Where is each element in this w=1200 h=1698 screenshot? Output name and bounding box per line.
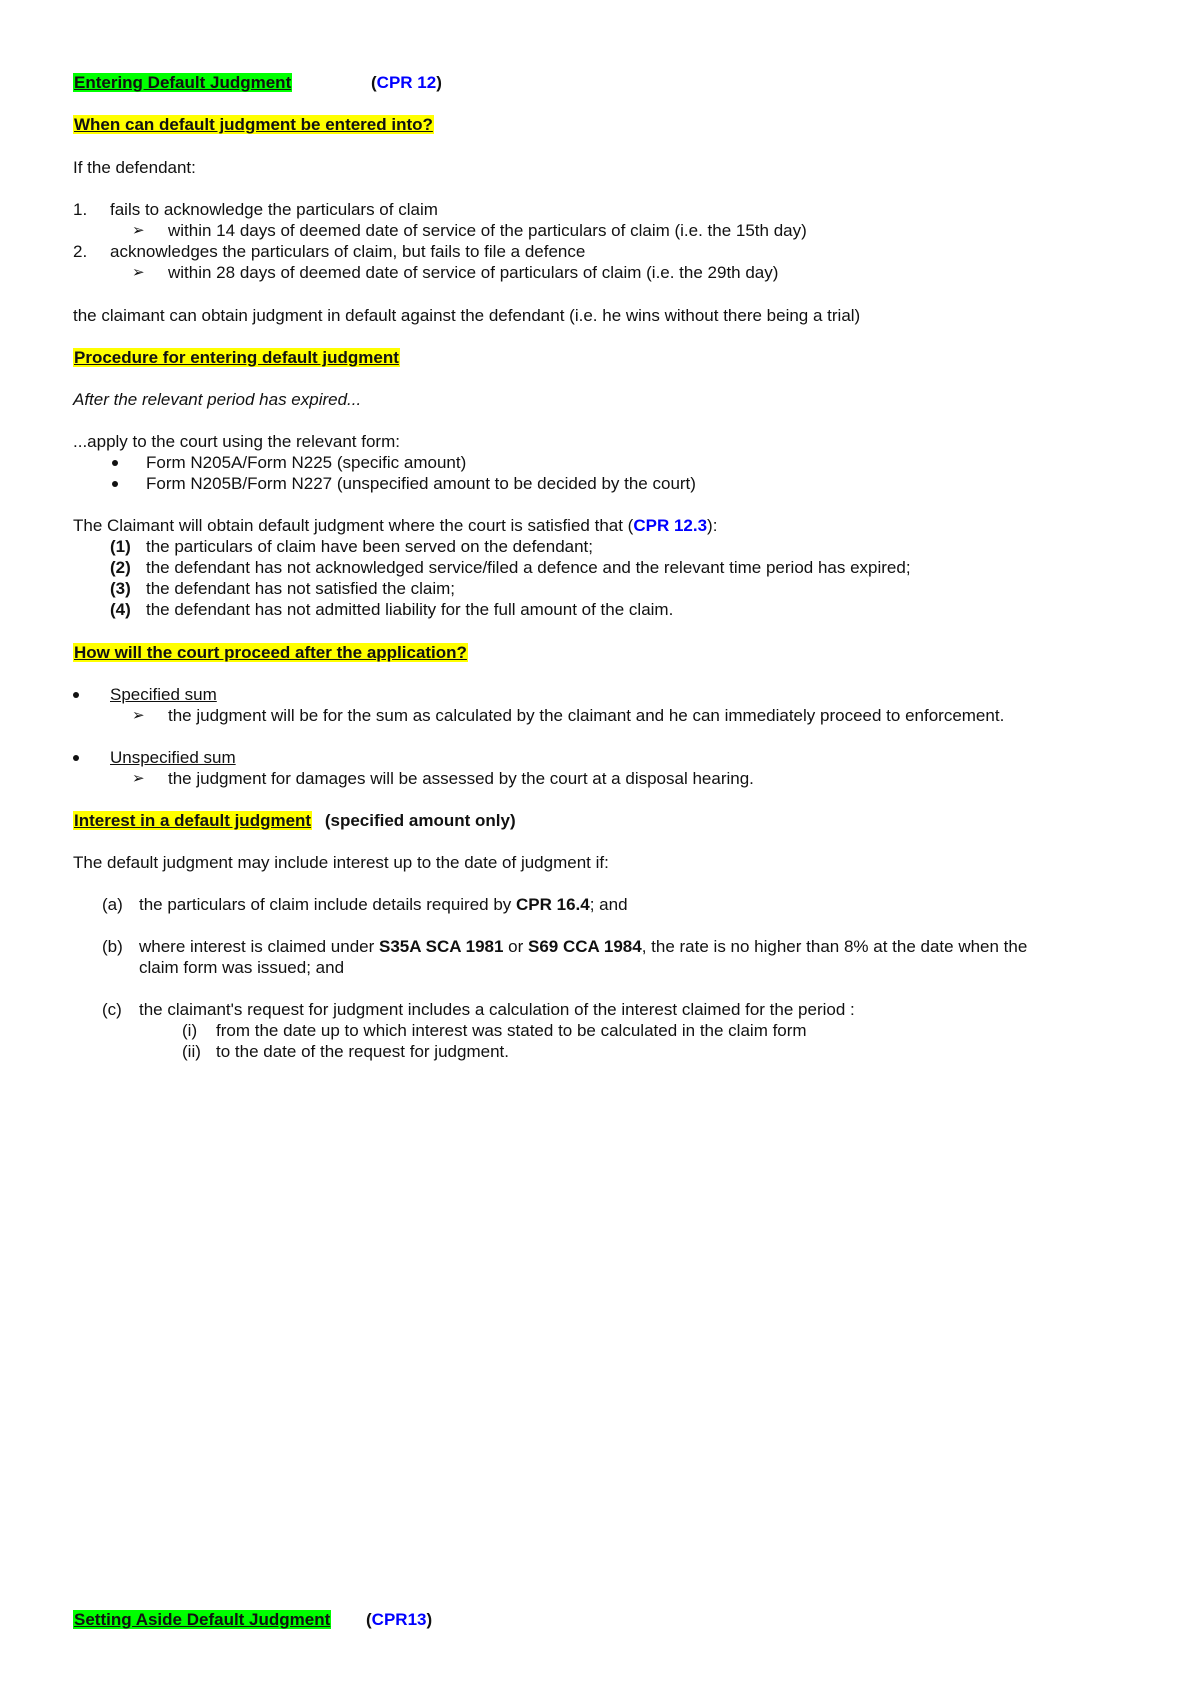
- title-entering-default-judgment: Entering Default Judgment: [74, 73, 292, 92]
- form-item: Form N205A/Form N225 (specific amount): [146, 453, 467, 472]
- arrow-bullet-icon: ➢: [132, 222, 145, 239]
- sub-clause-number: (ii): [182, 1042, 201, 1061]
- heading-proceed: How will the court proceed after the application?: [74, 643, 467, 662]
- bullet-icon: [112, 460, 118, 466]
- heading-procedure: Procedure for entering default judgment: [74, 348, 399, 367]
- cpr-16-4-reference: CPR 16.4: [516, 895, 590, 914]
- s69-cca-reference: S69 CCA 1984: [528, 937, 642, 956]
- condition-text: the defendant has not acknowledged service/filed a defence and the relevant time period has expired;: [146, 558, 911, 577]
- procedure-apply-line: ...apply to the court using the relevant form:: [73, 432, 400, 451]
- heading-interest: Interest in a default judgment (specified amount only): [74, 811, 516, 830]
- condition-text: the particulars of claim have been served on the defendant;: [146, 537, 594, 556]
- heading-when: When can default judgment be entered into?: [74, 115, 433, 134]
- when-conclusion: the claimant can obtain judgment in default against the defendant (i.e. he wins without there being a trial): [73, 306, 861, 325]
- clause-a-text: the particulars of claim include details required by CPR 16.4; and: [139, 895, 628, 914]
- list-item-text: fails to acknowledge the particulars of claim: [110, 200, 438, 219]
- unspecified-sum-text: the judgment for damages will be assessed by the court at a disposal hearing.: [168, 769, 754, 788]
- cpr-12-link: CPR 12: [376, 73, 437, 92]
- clause-b-text: where interest is claimed under S35A SCA 1981 or S69 CCA 1984, the rate is no higher than 8% at the date when the: [139, 937, 1028, 956]
- cpr-12-reference: (CPR 12): [371, 73, 442, 92]
- condition-number: (1): [110, 537, 131, 556]
- list-number: 2.: [73, 242, 88, 261]
- clause-c-text: the claimant's request for judgment includes a calculation of the interest claimed for the period :: [139, 1000, 855, 1019]
- specified-sum-label: Specified sum: [110, 685, 217, 704]
- condition-number: (4): [110, 600, 131, 619]
- section-title-entering: [73, 72, 292, 93]
- satisfied-line: The Claimant will obtain default judgment where the court is satisfied that (CPR 12.3):: [73, 516, 718, 535]
- form-item: Form N205B/Form N227 (unspecified amount to be decided by the court): [146, 474, 696, 493]
- condition-number: (3): [110, 579, 131, 598]
- section-title-setting-aside: Setting Aside Default Judgment: [74, 1610, 331, 1629]
- bullet-icon: [112, 481, 118, 487]
- condition-number: (2): [110, 558, 131, 577]
- arrow-bullet-icon: ➢: [132, 707, 145, 724]
- interest-qualifier: (specified amount only): [324, 811, 516, 830]
- sub-item-text: within 14 days of deemed date of service of the particulars of claim (i.e. the 15th day): [168, 221, 807, 240]
- unspecified-sum-label: Unspecified sum: [110, 748, 236, 767]
- specified-sum-text: the judgment will be for the sum as calculated by the claimant and he can immediately proceed to enforcement.: [168, 706, 1005, 725]
- sub-item-text: within 28 days of deemed date of service of particulars of claim (i.e. the 29th day): [168, 263, 779, 282]
- sub-clause-text: to the date of the request for judgment.: [216, 1042, 509, 1061]
- clause-b-line2: claim form was issued; and: [139, 958, 345, 977]
- bullet-icon: [73, 692, 79, 698]
- list-item-text: acknowledges the particulars of claim, but fails to file a defence: [110, 242, 586, 261]
- when-intro: If the defendant:: [73, 158, 196, 177]
- cpr-12-3-reference: CPR 12.3: [633, 516, 708, 535]
- sub-clause-text: from the date up to which interest was stated to be calculated in the claim form: [216, 1021, 807, 1040]
- procedure-italic-line: After the relevant period has expired...: [73, 390, 362, 409]
- arrow-bullet-icon: ➢: [132, 264, 145, 281]
- sub-clause-number: (i): [182, 1021, 198, 1040]
- arrow-bullet-icon: ➢: [132, 770, 145, 787]
- clause-number: (c): [102, 1000, 122, 1019]
- cpr-13-link: CPR13: [371, 1610, 427, 1629]
- interest-intro: The default judgment may include interest up to the date of judgment if:: [73, 853, 609, 872]
- condition-text: the defendant has not satisfied the claim;: [146, 579, 456, 598]
- cpr-13-reference: (CPR13): [366, 1610, 433, 1629]
- s35a-sca-reference: S35A SCA 1981: [379, 937, 504, 956]
- clause-number: (a): [102, 895, 123, 914]
- bullet-icon: [73, 755, 79, 761]
- list-number: 1.: [73, 200, 88, 219]
- condition-text: the defendant has not admitted liability for the full amount of the claim.: [146, 600, 674, 619]
- clause-number: (b): [102, 937, 123, 956]
